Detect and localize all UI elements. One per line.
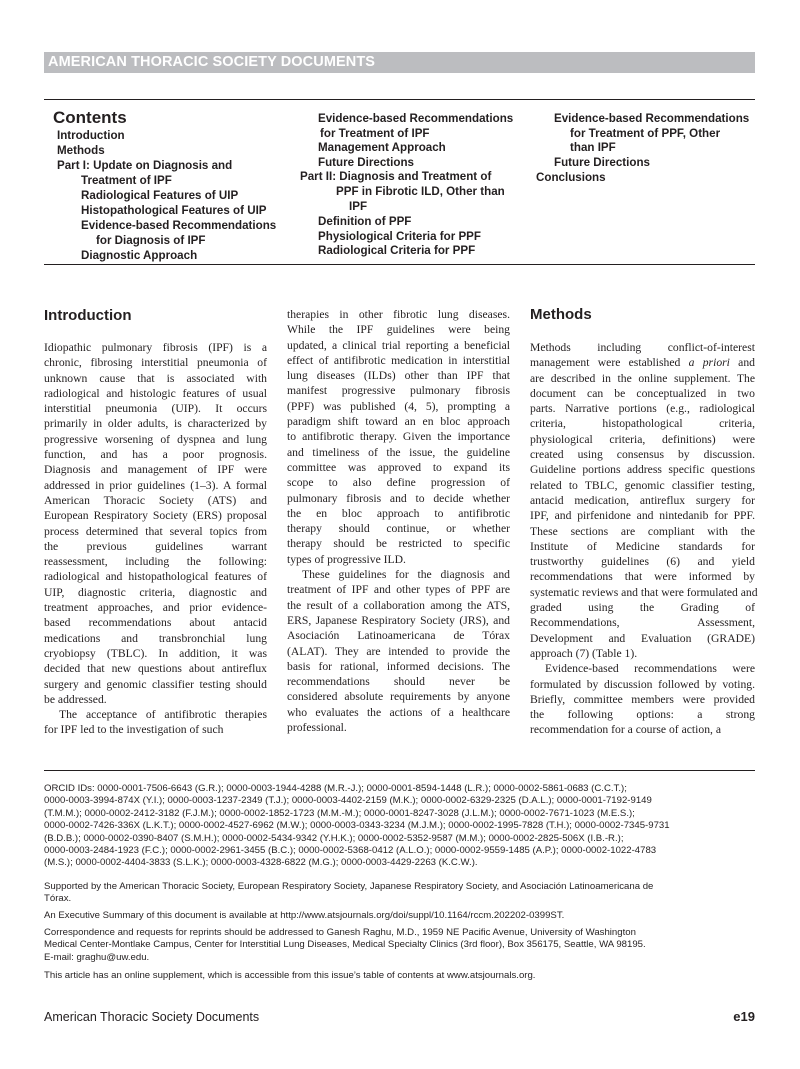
text-line: physiological criteria, definitions) were: [530, 432, 755, 446]
text-line: considered absolute requirements by anyone: [287, 690, 510, 704]
text-line: function, and has a poor prognosis.: [44, 448, 267, 462]
text-line: cryobiopsy (TBLC). In addition, it was: [44, 646, 267, 660]
footnote-line: Supported by the American Thoracic Society, European Respiratory Society, Japanese Respiratory Society, and Asociación Latinoamericana de: [44, 881, 654, 892]
introduction-column: [44, 340, 267, 738]
text-line: Idiopathic pulmonary fibrosis (IPF) is a: [44, 341, 267, 354]
text-line: European Respiratory Society (ERS) proposal: [44, 509, 267, 523]
toc-entry: for Diagnosis of IPF: [96, 234, 206, 247]
body-paragraph: [44, 707, 267, 738]
body-paragraph: [44, 340, 267, 707]
toc-entry: IPF: [349, 200, 368, 213]
text-line: decided that new questions about antireflux: [44, 662, 267, 676]
text-line: progressive worsening of dyspnea and lung: [44, 432, 267, 446]
introduction-heading: Introduction: [44, 307, 132, 324]
orcid-footnote: [44, 783, 755, 870]
text-line: interstitial pneumonia (UIP). It occurs: [44, 402, 267, 416]
text-line: American Thoracic Society (ATS) and: [44, 493, 267, 507]
text-line: chronic, fibrosing interstitial pneumonia of: [44, 356, 267, 370]
toc-entry: Evidence-based Recommendations: [81, 219, 277, 232]
supplement-footnote: [44, 970, 755, 982]
text-line: recommendations that were informed by: [530, 570, 755, 584]
text-line: The acceptance of antifibrotic therapies: [59, 708, 267, 722]
text-line: reassessment, including the following:: [44, 555, 267, 569]
summary-text: An Executive Summary of this document is available at http://www.atsjournals.org/doi/suppl/10.1164/rccm.202202-0399ST.: [44, 910, 565, 921]
toc-entry: Part I: Update on Diagnosis and: [57, 159, 233, 172]
middle-column: [287, 307, 510, 735]
text-line: UIP, diagnostic criteria, diagnostic and: [44, 585, 267, 599]
text-line: systematic reviews and that were formulated and: [530, 585, 758, 599]
text-line: professional.: [287, 721, 347, 735]
text-line: Recommendations, Assessment,: [530, 616, 755, 630]
text-line: who evaluates the actions of a healthcare: [287, 705, 510, 719]
text-line: (ALAT). They are intended to provide the: [287, 644, 510, 658]
text-line: IPF, and pirfenidone and nintedanib for PPF.: [530, 509, 755, 523]
table-of-contents: [44, 99, 755, 265]
footnote-line: 0000-0003-2484-1923 (F.C.); 0000-0002-2961-3455 (B.C.); 0000-0002-5368-0412 (A.L.O.); 0000-0002-9559-1485 (A.P.); 0000-0002-1022-4783: [44, 845, 657, 857]
text-line: lung diseases (ILDs) other than IPF that: [287, 369, 510, 383]
text-line: Institute of Medicine standards for: [530, 539, 755, 553]
text-line: created using consensus by discussion.: [530, 448, 755, 462]
text-line: types of progressive ILD.: [287, 552, 406, 566]
text-line: therapy should be restricted to specific: [287, 537, 510, 551]
text-line: effect of antifibrotic medication in interstitial: [287, 353, 510, 367]
text-line: to antifibrotic therapy. Given the importance: [287, 430, 510, 444]
text-line: the previous guidelines warrant: [44, 539, 267, 553]
toc-entry: Radiological Criteria for PPF: [318, 244, 476, 257]
body-paragraph: [530, 340, 758, 661]
text-line: recommendation for a course of action, a: [530, 723, 722, 737]
body-paragraph: [287, 567, 510, 735]
toc-entry: Treatment of IPF: [81, 174, 172, 187]
text-line: parts. Narrative portions (e.g., radiological: [530, 402, 755, 416]
text-line: for IPF led to the investigation of such: [44, 723, 224, 737]
text-line: (PPF) was published (4, 5), prompting a: [287, 399, 510, 413]
toc-entry: for Treatment of PPF, Other: [570, 127, 721, 140]
text-line: approach (7) (Table 1).: [530, 646, 638, 660]
toc-entry: than IPF: [570, 141, 616, 154]
footnote-line: ORCID IDs: 0000-0001-7506-6643 (G.R.); 0000-0003-1944-4288 (M.R.-J.); 0000-0001-8594-1448 (L.R.); 0000-0002-5861-0683 (C.C.T.);: [44, 783, 627, 794]
text-line: paradigm shift toward an en bloc approach: [287, 415, 510, 429]
footnote-line: 0000-0003-3994-874X (Y.I.); 0000-0003-1237-2349 (T.J.); 0000-0003-4402-2159 (M.K.); 0000-0002-6329-2325 (D.A.L.); 0000-0001-7192-9149: [44, 795, 652, 807]
banner-text: AMERICAN THORACIC SOCIETY DOCUMENTS: [48, 54, 376, 70]
text-line: related to TBLC, genomic classifier testing,: [530, 478, 755, 492]
text-line: the en bloc approach to antifibrotic: [287, 506, 510, 520]
footnote-line: Correspondence and requests for reprints should be addressed to Ganesh Raghu, M.D., 1959 NE Pacific Avenue, University of Washington: [44, 927, 636, 938]
text-line: are described in the online supplement. The: [530, 371, 755, 385]
footnote-line: 0000-0002-7426-336X (L.K.T.); 0000-0002-4527-6962 (M.W.); 0000-0003-0343-3234 (M.J.M.); 0000-0002-1995-7828 (T.H.); 0000-0002-7345-9731: [44, 820, 670, 832]
text-line: These guidelines for the diagnosis and: [302, 568, 510, 582]
toc-entry: Histopathological Features of UIP: [81, 204, 267, 217]
text-line: document can be conceptualized in two: [530, 386, 755, 400]
text-line: radiological and histopathological features of: [44, 570, 267, 584]
footnote-line: (M.S.); 0000-0002-4404-3833 (S.L.K.); 0000-0003-4328-6822 (M.G.); 0000-0003-4429-2263 (K.C.W.).: [44, 857, 478, 869]
text-line: medications and transbronchial lung: [44, 631, 267, 645]
text-line: trustworthy guidelines (6) and yield: [530, 555, 755, 569]
body-paragraph: [287, 307, 510, 567]
page-number: e19: [733, 1009, 755, 1024]
toc-entry: Diagnostic Approach: [81, 249, 198, 262]
footnote-line: Tórax.: [44, 893, 72, 905]
toc-entry: Future Directions: [554, 156, 650, 169]
text-line: radiological and histologic features of usual: [44, 386, 267, 400]
toc-entry: Introduction: [57, 129, 125, 142]
toc-entry: for Treatment of IPF: [320, 127, 430, 140]
text-line: manifest progressive pulmonary fibrosis: [287, 384, 510, 398]
toc-entry: Methods: [57, 144, 105, 157]
text-line: Diagnosis and management of IPF were: [44, 463, 267, 477]
text-line: therapies in other fibrotic lung diseases.: [287, 308, 510, 321]
text-line: the result of a collaboration among the ATS,: [287, 598, 510, 612]
toc-entry: Evidence-based Recommendations: [318, 112, 514, 125]
text-line: based recommendations about antacid: [44, 616, 267, 630]
text-line: Methods including conflict-of-interest: [530, 341, 755, 354]
support-footnote: [44, 881, 755, 906]
toc-entry: Management Approach: [318, 141, 446, 154]
text-line: primarily in older adults, is characterized by: [44, 417, 267, 431]
toc-entry: Radiological Features of UIP: [81, 189, 239, 202]
toc-entry: Future Directions: [318, 156, 414, 169]
text-line: process determined that several topics from: [44, 524, 267, 538]
text-line: and timeliness of the issue, the guideline: [287, 445, 510, 459]
section-banner: [44, 52, 755, 73]
text-line: Evidence-based recommendations were: [545, 662, 755, 676]
text-line: be addressed.: [44, 692, 107, 706]
text-line: treatment approaches, and prior evidence-: [44, 601, 267, 615]
text-line: antacid medication, antireflux surgery for: [530, 493, 755, 507]
text-line: Development and Evaluation (GRADE): [530, 631, 755, 645]
text-line: These sections are compliant with the: [530, 524, 755, 538]
text-line: unknown cause that is associated with: [44, 371, 267, 385]
text-line: updated, a clinical trial reporting a beneficial: [287, 338, 510, 352]
text-line: therapy should continue, or whether: [287, 522, 510, 536]
text-line: graded using the Grading of: [530, 601, 755, 615]
toc-entry: PPF in Fibrotic ILD, Other than: [336, 185, 505, 198]
toc-entry: Evidence-based Recommendations: [554, 112, 750, 125]
footnote-line: (T.M.M.); 0000-0002-2412-3182 (F.J.M.); 0000-0002-1852-1723 (M.M.-M.); 0000-0001-8247-3028 (J.L.M.); 0000-0002-7671-1023 (M.E.S.);: [44, 807, 635, 819]
text-line: the following options: a strong: [530, 708, 755, 722]
text-line: committee was approved to expand its: [287, 460, 510, 474]
text-line: criteria, histopathological criteria,: [530, 417, 755, 431]
text-line: addressed in prior guidelines (1–3). A formal: [44, 478, 267, 492]
toc-entry: Conclusions: [536, 171, 606, 184]
journal-footer: American Thoracic Society Documents: [44, 1010, 260, 1024]
footnote-divider: [44, 770, 755, 771]
contents-title: Contents: [53, 108, 127, 127]
supplement-text: This article has an online supplement, which is accessible from this issue’s table of contents at www.atsjournals.org.: [44, 970, 536, 981]
text-line: recommendations should never be: [287, 675, 510, 689]
correspondence-footnote: [44, 927, 755, 964]
methods-column: [530, 340, 758, 738]
methods-heading: Methods: [530, 306, 592, 323]
text-line: management were established a priori and: [530, 356, 755, 370]
toc-entry: Physiological Criteria for PPF: [318, 230, 481, 243]
text-line: Briefly, committee members were provided: [530, 692, 755, 706]
text-line: pulmonary fibrosis and to decide whether: [287, 491, 510, 505]
toc-entry: Definition of PPF: [318, 215, 412, 228]
text-line: Guideline portions address specific questions: [530, 463, 755, 477]
text-line: formulated by discussion followed by voting.: [530, 677, 755, 691]
footnote-line: (B.D.B.); 0000-0002-0390-8407 (S.M.H.); 0000-0002-5434-9342 (Y.H.K.); 0000-0002-5352-9587 (M.M.); 0000-0002-2825-506X (I.B.-R.);: [44, 832, 624, 844]
executive-summary-footnote: [44, 910, 755, 922]
text-line: Asociación Latinoamericana de Tórax: [287, 629, 510, 643]
text-line: ERS, Japanese Respiratory Society (JRS), and: [287, 613, 510, 627]
text-line: basis for rational, informed decisions. The: [287, 659, 510, 673]
text-line: scope to also define progression of: [287, 476, 510, 490]
body-paragraph: [530, 661, 755, 737]
text-line: surgery and genomic classifier testing should: [44, 677, 267, 691]
toc-entry: Part II: Diagnosis and Treatment of: [300, 170, 492, 183]
text-line: While the IPF guidelines were being: [287, 323, 510, 337]
footnote-line: E-mail: graghu@uw.edu.: [44, 951, 150, 963]
text-line: treatment of IPF and other types of PPF are: [287, 583, 510, 597]
footnote-line: Medical Center-Montlake Campus, Center for Interstitial Lung Diseases, Medical Specialty Clinics (3rd floor), Box 356175, Seattle, WA 98195.: [44, 939, 646, 951]
